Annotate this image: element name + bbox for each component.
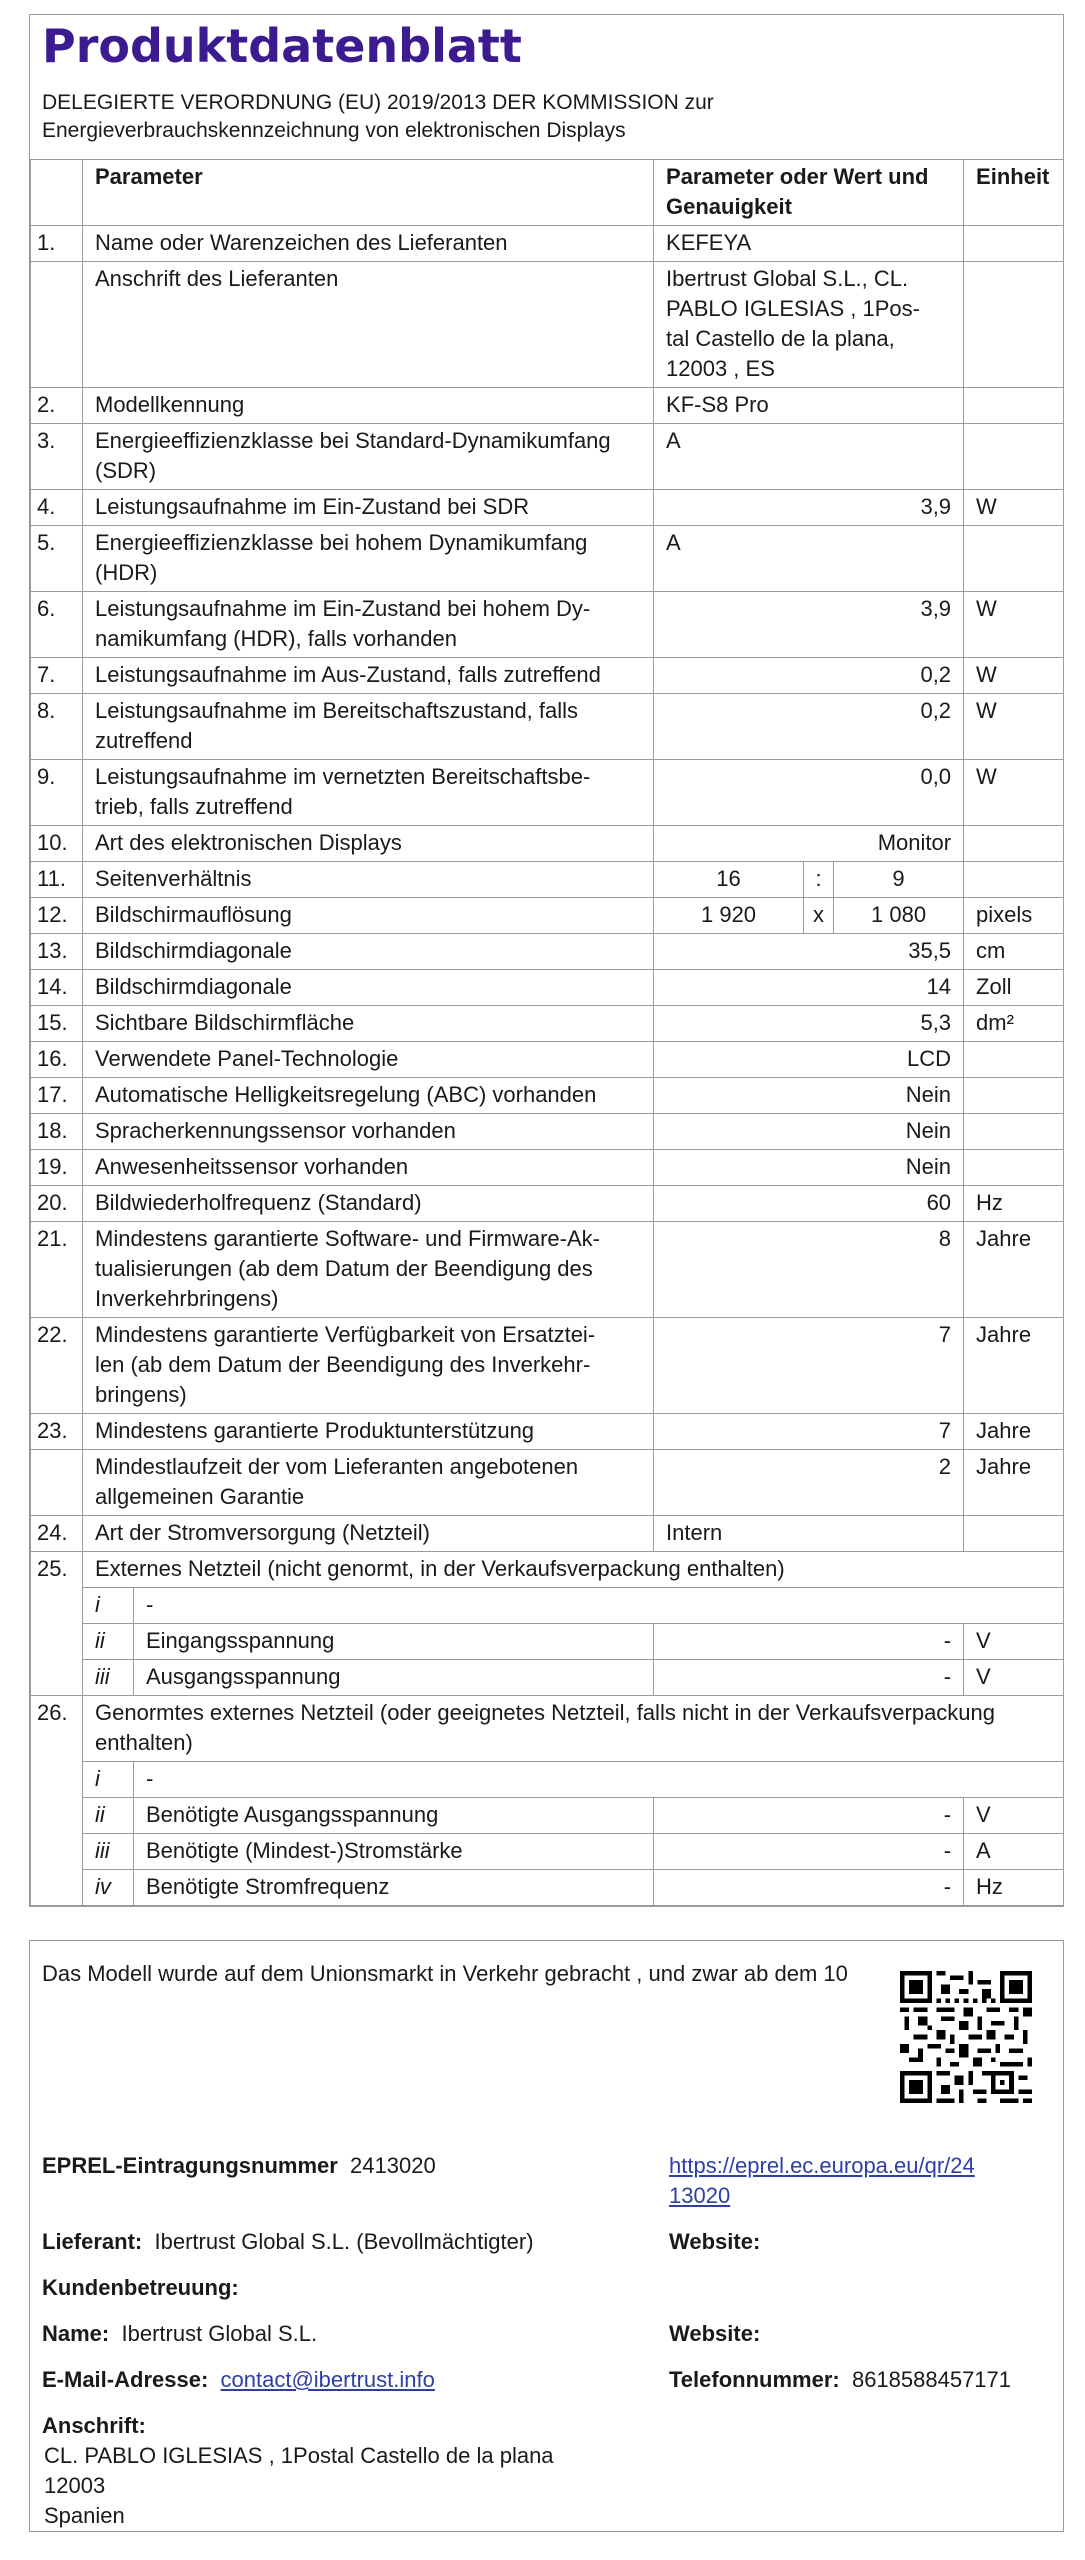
parameter-table: [30, 159, 1064, 1906]
table-row: [31, 592, 1064, 658]
supplier-line: [42, 2227, 534, 2257]
label-line: Mindestlaufzeit der vom Lieferanten angebotenen: [95, 1454, 579, 1479]
eprel-link-line-2[interactable]: 13020: [669, 2183, 731, 2208]
service-name-line: [42, 2319, 317, 2349]
label-line: enthalten): [95, 1730, 193, 1755]
supplier-info-box: [29, 1940, 1064, 2532]
row-number: 15.: [31, 1006, 83, 1042]
sub-value: -: [654, 1834, 964, 1870]
row-value: 60: [654, 1186, 964, 1222]
phone-line: [669, 2365, 1011, 2395]
supplier-label: Lieferant:: [42, 2229, 143, 2254]
row-value: 0,2: [654, 658, 964, 694]
row-value: 7: [654, 1414, 964, 1450]
row-number: 2.: [31, 388, 83, 424]
sub-roman: iv: [83, 1870, 134, 1906]
sub-unit: V: [964, 1624, 1064, 1660]
row-label: Bildschirmauflösung: [83, 898, 654, 934]
eprel-label: EPREL-Eintragungsnummer: [42, 2153, 338, 2178]
row-label: Spracherkennungssensor vorhanden: [83, 1114, 654, 1150]
sub-row: [31, 1588, 1064, 1624]
label-line: zutreffend: [95, 728, 193, 753]
table-row: [31, 1450, 1064, 1516]
row-number: 11.: [31, 862, 83, 898]
row-value: A: [654, 424, 964, 490]
row-value: Monitor: [654, 826, 964, 862]
sub-value: -: [134, 1762, 1064, 1798]
row-unit: W: [964, 658, 1064, 694]
sub-value: -: [654, 1798, 964, 1834]
address-line: tal Castello de la plana,: [666, 326, 895, 351]
table-row: [31, 1414, 1064, 1450]
table-row: [31, 658, 1064, 694]
label-line: Mindestens garantierte Verfügbarkeit von Ersatztei-: [95, 1322, 596, 1347]
label-line: Mindestens garantierte Software- und Firmware-Ak-: [95, 1226, 600, 1251]
sub-unit: Hz: [964, 1870, 1064, 1906]
subtitle-line-1: DELEGIERTE VERORDNUNG (EU) 2019/2013 DER KOMMISSION zur: [42, 91, 714, 114]
row-number: 9.: [31, 760, 83, 826]
label-line: len (ab dem Datum der Beendigung des Inverkehr-: [95, 1352, 591, 1377]
row-number: 5.: [31, 526, 83, 592]
row-value: A: [654, 526, 964, 592]
sub-unit: V: [964, 1798, 1064, 1834]
supplier-value: Ibertrust Global S.L. (Bevollmächtigter): [154, 2229, 534, 2254]
row-unit: Hz: [964, 1186, 1064, 1222]
table-row: [31, 1222, 1064, 1318]
row-label: Anschrift des Lieferanten: [83, 262, 654, 388]
eprel-link-line-1[interactable]: https://eprel.ec.europa.eu/qr/24: [669, 2153, 975, 2178]
sub-roman: iii: [83, 1834, 134, 1870]
row-value: 5,3: [654, 1006, 964, 1042]
phone-label: Telefonnummer:: [669, 2367, 840, 2392]
qr-code-icon[interactable]: [900, 1971, 1032, 2103]
table-row: [31, 262, 1064, 388]
address-line: 12003: [44, 2473, 106, 2498]
sub-unit: V: [964, 1660, 1064, 1696]
row-value: Nein: [654, 1150, 964, 1186]
table-row: [31, 1150, 1064, 1186]
label-line: bringens): [95, 1382, 187, 1407]
row-label: Externes Netzteil (nicht genormt, in der Verkaufsverpackung enthalten): [83, 1552, 1064, 1588]
row-label: Seitenverhältnis: [83, 862, 654, 898]
sub-value: -: [654, 1870, 964, 1906]
row-value: Nein: [654, 1114, 964, 1150]
row-value: Nein: [654, 1078, 964, 1114]
table-row: [31, 1186, 1064, 1222]
row-number: 24.: [31, 1516, 83, 1552]
label-line: Inverkehrbringens): [95, 1286, 279, 1311]
row-label: Modellkennung: [83, 388, 654, 424]
row-label: [83, 592, 654, 658]
row-number: 26.: [31, 1696, 83, 1906]
table-row: [31, 1078, 1064, 1114]
row-number: 8.: [31, 694, 83, 760]
label-line: allgemeinen Garantie: [95, 1484, 305, 1509]
row-number: 20.: [31, 1186, 83, 1222]
row-unit: W: [964, 760, 1064, 826]
table-row: [31, 934, 1064, 970]
header-unit: Einheit: [964, 160, 1064, 226]
address-line: Ibertrust Global S.L., CL.: [666, 266, 909, 291]
subtitle-line-2: Energieverbrauchskennzeichnung von elektronischen Displays: [42, 119, 626, 142]
label-line: trieb, falls zutreffend: [95, 794, 293, 819]
row-number: 6.: [31, 592, 83, 658]
row-label: [83, 1696, 1064, 1762]
table-header-row: [31, 160, 1064, 226]
header-parameter: Parameter: [83, 160, 654, 226]
row-number: 12.: [31, 898, 83, 934]
row-label: Art des elektronischen Displays: [83, 826, 654, 862]
table-row: [31, 1042, 1064, 1078]
row-label: Automatische Helligkeitsregelung (ABC) vorhanden: [83, 1078, 654, 1114]
email-link[interactable]: contact@ibertrust.info: [220, 2367, 435, 2392]
sub-roman: i: [83, 1588, 134, 1624]
table-row: [31, 1516, 1064, 1552]
row-unit: pixels: [964, 898, 1064, 934]
address-line: PABLO IGLESIAS , 1Pos-: [666, 296, 920, 321]
row-unit: W: [964, 490, 1064, 526]
resolution-width: 1 920: [654, 898, 804, 934]
sub-roman: ii: [83, 1624, 134, 1660]
table-row: [31, 490, 1064, 526]
sub-label: Eingangsspannung: [134, 1624, 654, 1660]
sub-row: [31, 1762, 1064, 1798]
row-label: Name oder Warenzeichen des Lieferanten: [83, 226, 654, 262]
row-value: Intern: [654, 1516, 964, 1552]
sub-label: Benötigte Ausgangsspannung: [134, 1798, 654, 1834]
sub-row: [31, 1624, 1064, 1660]
ratio-separator: :: [804, 862, 834, 898]
table-row: [31, 694, 1064, 760]
row-label: Anwesenheitssensor vorhanden: [83, 1150, 654, 1186]
table-row: [31, 424, 1064, 490]
label-line: namikumfang (HDR), falls vorhanden: [95, 626, 457, 651]
label-line: Leistungsaufnahme im Ein-Zustand bei hohem Dy-: [95, 596, 591, 621]
row-number: 19.: [31, 1150, 83, 1186]
ratio-width: 16: [654, 862, 804, 898]
row-unit: Jahre: [964, 1414, 1064, 1450]
row-value: 2: [654, 1450, 964, 1516]
ratio-height: 9: [834, 862, 964, 898]
resolution-separator: x: [804, 898, 834, 934]
row-number: 25.: [31, 1552, 83, 1696]
sub-label: Benötigte (Mindest-)Stromstärke: [134, 1834, 654, 1870]
row-value: KF-S8 Pro: [654, 388, 964, 424]
table-row: [31, 526, 1064, 592]
sub-value: -: [654, 1624, 964, 1660]
row-value: LCD: [654, 1042, 964, 1078]
address-label: Anschrift:: [42, 2413, 146, 2438]
table-row: [31, 826, 1064, 862]
eprel-link[interactable]: [669, 2151, 975, 2211]
row-number: 16.: [31, 1042, 83, 1078]
table-row: [31, 388, 1064, 424]
table-row: [31, 1696, 1064, 1762]
row-label: Sichtbare Bildschirmfläche: [83, 1006, 654, 1042]
sub-roman: ii: [83, 1798, 134, 1834]
row-unit: cm: [964, 934, 1064, 970]
row-number: 7.: [31, 658, 83, 694]
label-line: Leistungsaufnahme im vernetzten Bereitschaftsbe-: [95, 764, 591, 789]
customer-service-heading: Kundenbetreuung:: [42, 2275, 239, 2300]
table-row: [31, 898, 1064, 934]
header-value: Parameter oder Wert und Genauigkeit: [654, 160, 964, 226]
sub-row: [31, 1798, 1064, 1834]
row-number: 21.: [31, 1222, 83, 1318]
table-row: [31, 1318, 1064, 1414]
eprel-registration: [42, 2151, 436, 2181]
row-label: Mindestens garantierte Produktunterstützung: [83, 1414, 654, 1450]
label-line: Leistungsaufnahme im Bereitschaftszustand, falls: [95, 698, 579, 723]
row-unit: Jahre: [964, 1222, 1064, 1318]
row-label: [83, 1222, 654, 1318]
page-title: Produktdatenblatt: [42, 19, 522, 73]
sub-value: -: [654, 1660, 964, 1696]
row-number: 23.: [31, 1414, 83, 1450]
table-row: [31, 1006, 1064, 1042]
sub-value: -: [134, 1588, 1064, 1624]
email-line: [42, 2365, 435, 2395]
row-value: 35,5: [654, 934, 964, 970]
row-label: Bildschirmdiagonale: [83, 934, 654, 970]
resolution-height: 1 080: [834, 898, 964, 934]
table-row: [31, 760, 1064, 826]
table-row: [31, 226, 1064, 262]
sub-row: [31, 1834, 1064, 1870]
row-label: [83, 760, 654, 826]
row-label: Bildwiederholfrequenz (Standard): [83, 1186, 654, 1222]
row-number: 1.: [31, 226, 83, 262]
row-unit: [964, 226, 1064, 262]
market-placement-text: Das Modell wurde auf dem Unionsmarkt in Verkehr gebracht , und zwar ab dem 10: [42, 1961, 848, 1986]
eprel-number: 2413020: [350, 2153, 436, 2178]
row-label: Bildschirmdiagonale: [83, 970, 654, 1006]
row-number: 13.: [31, 934, 83, 970]
label-line: tualisierungen (ab dem Datum der Beendigung des: [95, 1256, 593, 1281]
sub-unit: A: [964, 1834, 1064, 1870]
row-unit: dm²: [964, 1006, 1064, 1042]
sub-label: Ausgangsspannung: [134, 1660, 654, 1696]
row-number: 10.: [31, 826, 83, 862]
row-number: 18.: [31, 1114, 83, 1150]
email-label: E-Mail-Adresse:: [42, 2367, 209, 2392]
table-row: [31, 1552, 1064, 1588]
row-label: Verwendete Panel-Technologie: [83, 1042, 654, 1078]
row-value: 3,9: [654, 490, 964, 526]
address-line: CL. PABLO IGLESIAS , 1Postal Castello de la plana: [44, 2443, 554, 2468]
row-label: [83, 1318, 654, 1414]
sub-roman: i: [83, 1762, 134, 1798]
regulation-subtitle: [30, 79, 1063, 159]
row-value: 14: [654, 970, 964, 1006]
sub-row: [31, 1660, 1064, 1696]
table-row: [31, 1114, 1064, 1150]
row-unit: Jahre: [964, 1450, 1064, 1516]
sub-roman: iii: [83, 1660, 134, 1696]
row-value: [654, 262, 964, 388]
table-row: [31, 970, 1064, 1006]
row-value: 0,2: [654, 694, 964, 760]
row-value: 0,0: [654, 760, 964, 826]
row-number: 3.: [31, 424, 83, 490]
row-value: 8: [654, 1222, 964, 1318]
phone-value: 8618588457171: [851, 2367, 1012, 2392]
row-unit: Zoll: [964, 970, 1064, 1006]
row-label: Energieeffizienzklasse bei hohem Dynamikumfang (HDR): [83, 526, 654, 592]
row-label: Leistungsaufnahme im Aus-Zustand, falls zutreffend: [83, 658, 654, 694]
row-value: 3,9: [654, 592, 964, 658]
row-label: [83, 1450, 654, 1516]
row-value: KEFEYA: [654, 226, 964, 262]
row-number: 17.: [31, 1078, 83, 1114]
table-row: [31, 862, 1064, 898]
name-label: Name:: [42, 2321, 110, 2346]
label-line: Genormtes externes Netzteil (oder geeignetes Netzteil, falls nicht in der Verkaufsverpackung: [95, 1700, 996, 1725]
sub-row: [31, 1870, 1064, 1906]
row-unit: W: [964, 592, 1064, 658]
row-number: 4.: [31, 490, 83, 526]
supplier-website-label: Website:: [669, 2229, 761, 2254]
row-label: [83, 694, 654, 760]
row-label: Art der Stromversorgung (Netzteil): [83, 1516, 654, 1552]
address-line: 12003 , ES: [666, 356, 775, 381]
row-value: 7: [654, 1318, 964, 1414]
address-block: [44, 2441, 554, 2531]
name-value: Ibertrust Global S.L.: [121, 2321, 318, 2346]
address-line: Spanien: [44, 2503, 125, 2528]
row-label: Energieeffizienzklasse bei Standard-Dynamikumfang (SDR): [83, 424, 654, 490]
row-unit: Jahre: [964, 1318, 1064, 1414]
product-data-sheet: [29, 14, 1064, 1907]
row-unit: W: [964, 694, 1064, 760]
row-label: Leistungsaufnahme im Ein-Zustand bei SDR: [83, 490, 654, 526]
service-website-label: Website:: [669, 2321, 761, 2346]
sub-label: Benötigte Stromfrequenz: [134, 1870, 654, 1906]
row-number: 14.: [31, 970, 83, 1006]
row-number: 22.: [31, 1318, 83, 1414]
